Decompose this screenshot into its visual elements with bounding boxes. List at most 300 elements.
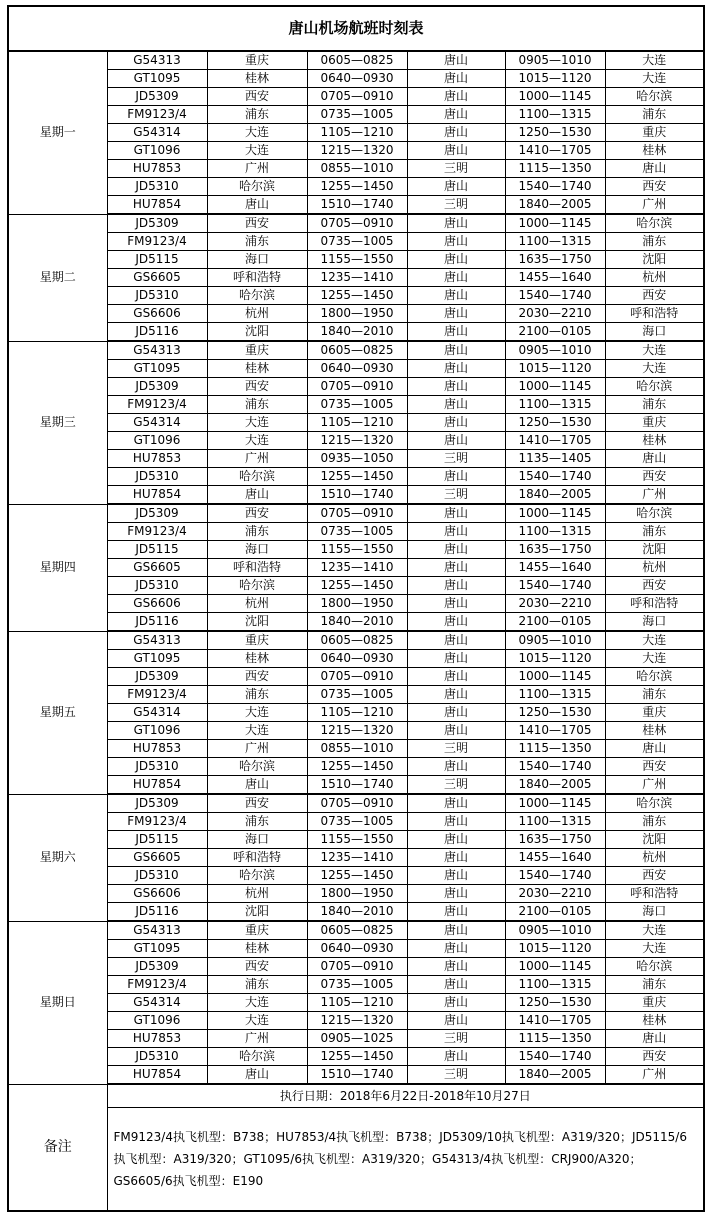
flight-number-cell: GT1096 bbox=[107, 142, 207, 160]
first-leg-time-cell: 0735—1005 bbox=[307, 686, 407, 704]
second-leg-time-cell: 1540—1740 bbox=[505, 577, 605, 595]
stopover-cell: 唐山 bbox=[407, 233, 505, 251]
first-leg-time-cell: 1215—1320 bbox=[307, 1012, 407, 1030]
second-leg-time-cell: 1540—1740 bbox=[505, 287, 605, 305]
first-leg-time-cell: 1155—1550 bbox=[307, 251, 407, 269]
destination-cell: 浦东 bbox=[605, 813, 704, 831]
origin-cell: 唐山 bbox=[207, 1066, 307, 1085]
stopover-cell: 唐山 bbox=[407, 124, 505, 142]
flight-number-cell: HU7853 bbox=[107, 160, 207, 178]
origin-cell: 西安 bbox=[207, 958, 307, 976]
page-title: 唐山机场航班时刻表 bbox=[8, 6, 704, 51]
flight-number-cell: FM9123/4 bbox=[107, 396, 207, 414]
flight-number-cell: JD5309 bbox=[107, 378, 207, 396]
origin-cell: 广州 bbox=[207, 450, 307, 468]
first-leg-time-cell: 1105—1210 bbox=[307, 414, 407, 432]
notes-period-row bbox=[8, 1084, 704, 1108]
second-leg-time-cell: 1540—1740 bbox=[505, 178, 605, 196]
second-leg-time-cell: 2100—0105 bbox=[505, 903, 605, 922]
table-row bbox=[8, 976, 704, 994]
first-leg-time-cell: 1255—1450 bbox=[307, 758, 407, 776]
flight-number-cell: FM9123/4 bbox=[107, 233, 207, 251]
origin-cell: 大连 bbox=[207, 142, 307, 160]
first-leg-time-cell: 0705—0910 bbox=[307, 214, 407, 233]
destination-cell: 唐山 bbox=[605, 740, 704, 758]
second-leg-time-cell: 1840—2005 bbox=[505, 776, 605, 795]
destination-cell: 海口 bbox=[605, 613, 704, 632]
first-leg-time-cell: 1215—1320 bbox=[307, 722, 407, 740]
second-leg-time-cell: 1455—1640 bbox=[505, 849, 605, 867]
table-row bbox=[8, 160, 704, 178]
first-leg-time-cell: 0855—1010 bbox=[307, 160, 407, 178]
table-row bbox=[8, 958, 704, 976]
first-leg-time-cell: 0705—0910 bbox=[307, 378, 407, 396]
stopover-cell: 唐山 bbox=[407, 650, 505, 668]
second-leg-time-cell: 1540—1740 bbox=[505, 867, 605, 885]
table-row bbox=[8, 88, 704, 106]
stopover-cell: 唐山 bbox=[407, 849, 505, 867]
notes-label: 备注 bbox=[8, 1084, 107, 1211]
origin-cell: 西安 bbox=[207, 214, 307, 233]
stopover-cell: 唐山 bbox=[407, 940, 505, 958]
second-leg-time-cell: 1540—1740 bbox=[505, 758, 605, 776]
table-row bbox=[8, 613, 704, 632]
origin-cell: 唐山 bbox=[207, 196, 307, 215]
second-leg-time-cell: 1410—1705 bbox=[505, 722, 605, 740]
second-leg-time-cell: 1840—2005 bbox=[505, 486, 605, 505]
destination-cell: 大连 bbox=[605, 940, 704, 958]
table-row bbox=[8, 51, 704, 70]
table-row bbox=[8, 994, 704, 1012]
destination-cell: 呼和浩特 bbox=[605, 885, 704, 903]
first-leg-time-cell: 1105—1210 bbox=[307, 704, 407, 722]
stopover-cell: 唐山 bbox=[407, 631, 505, 650]
stopover-cell: 唐山 bbox=[407, 867, 505, 885]
flight-number-cell: G54313 bbox=[107, 51, 207, 70]
destination-cell: 大连 bbox=[605, 70, 704, 88]
destination-cell: 海口 bbox=[605, 903, 704, 922]
stopover-cell: 唐山 bbox=[407, 341, 505, 360]
flight-number-cell: JD5310 bbox=[107, 867, 207, 885]
second-leg-time-cell: 1015—1120 bbox=[505, 360, 605, 378]
stopover-cell: 唐山 bbox=[407, 287, 505, 305]
first-leg-time-cell: 0735—1005 bbox=[307, 396, 407, 414]
stopover-cell: 唐山 bbox=[407, 396, 505, 414]
second-leg-time-cell: 1410—1705 bbox=[505, 432, 605, 450]
flight-schedule-sheet bbox=[7, 5, 703, 1212]
second-leg-time-cell: 2030—2210 bbox=[505, 885, 605, 903]
stopover-cell: 唐山 bbox=[407, 686, 505, 704]
origin-cell: 大连 bbox=[207, 994, 307, 1012]
destination-cell: 哈尔滨 bbox=[605, 504, 704, 523]
flight-number-cell: GT1095 bbox=[107, 650, 207, 668]
destination-cell: 呼和浩特 bbox=[605, 305, 704, 323]
destination-cell: 重庆 bbox=[605, 704, 704, 722]
flight-number-cell: JD5309 bbox=[107, 88, 207, 106]
table-row bbox=[8, 432, 704, 450]
flight-number-cell: GT1096 bbox=[107, 432, 207, 450]
first-leg-time-cell: 1255—1450 bbox=[307, 287, 407, 305]
destination-cell: 广州 bbox=[605, 776, 704, 795]
table-row bbox=[8, 831, 704, 849]
flight-number-cell: G54314 bbox=[107, 124, 207, 142]
second-leg-time-cell: 1840—2005 bbox=[505, 1066, 605, 1085]
weekday-label: 星期一 bbox=[8, 51, 107, 214]
second-leg-time-cell: 1015—1120 bbox=[505, 70, 605, 88]
second-leg-time-cell: 1015—1120 bbox=[505, 940, 605, 958]
destination-cell: 重庆 bbox=[605, 124, 704, 142]
second-leg-time-cell: 1115—1350 bbox=[505, 160, 605, 178]
flight-number-cell: GT1095 bbox=[107, 360, 207, 378]
flight-number-cell: JD5309 bbox=[107, 504, 207, 523]
first-leg-time-cell: 0705—0910 bbox=[307, 88, 407, 106]
table-row bbox=[8, 450, 704, 468]
table-row bbox=[8, 686, 704, 704]
flight-number-cell: JD5115 bbox=[107, 251, 207, 269]
destination-cell: 大连 bbox=[605, 341, 704, 360]
flight-number-cell: JD5309 bbox=[107, 214, 207, 233]
table-row bbox=[8, 523, 704, 541]
flight-number-cell: JD5309 bbox=[107, 668, 207, 686]
stopover-cell: 唐山 bbox=[407, 577, 505, 595]
flight-number-cell: FM9123/4 bbox=[107, 523, 207, 541]
flight-number-cell: G54314 bbox=[107, 704, 207, 722]
destination-cell: 浦东 bbox=[605, 686, 704, 704]
first-leg-time-cell: 0735—1005 bbox=[307, 813, 407, 831]
first-leg-time-cell: 1105—1210 bbox=[307, 994, 407, 1012]
table-row bbox=[8, 776, 704, 795]
stopover-cell: 三明 bbox=[407, 1066, 505, 1085]
first-leg-time-cell: 0705—0910 bbox=[307, 958, 407, 976]
stopover-cell: 唐山 bbox=[407, 432, 505, 450]
weekday-label: 星期五 bbox=[8, 631, 107, 794]
flight-number-cell: GT1096 bbox=[107, 1012, 207, 1030]
origin-cell: 沈阳 bbox=[207, 323, 307, 342]
table-row bbox=[8, 504, 704, 523]
flight-number-cell: HU7854 bbox=[107, 486, 207, 505]
flight-number-cell: GT1095 bbox=[107, 70, 207, 88]
table-row bbox=[8, 468, 704, 486]
stopover-cell: 唐山 bbox=[407, 921, 505, 940]
second-leg-time-cell: 1000—1145 bbox=[505, 958, 605, 976]
flight-number-cell: HU7853 bbox=[107, 1030, 207, 1048]
stopover-cell: 唐山 bbox=[407, 1012, 505, 1030]
origin-cell: 哈尔滨 bbox=[207, 577, 307, 595]
second-leg-time-cell: 1135—1405 bbox=[505, 450, 605, 468]
destination-cell: 哈尔滨 bbox=[605, 214, 704, 233]
origin-cell: 重庆 bbox=[207, 51, 307, 70]
origin-cell: 浦东 bbox=[207, 523, 307, 541]
destination-cell: 大连 bbox=[605, 650, 704, 668]
table-row bbox=[8, 305, 704, 323]
second-leg-time-cell: 1100—1315 bbox=[505, 976, 605, 994]
first-leg-time-cell: 1235—1410 bbox=[307, 269, 407, 287]
flight-number-cell: FM9123/4 bbox=[107, 106, 207, 124]
first-leg-time-cell: 1800—1950 bbox=[307, 885, 407, 903]
table-row bbox=[8, 1066, 704, 1085]
destination-cell: 桂林 bbox=[605, 142, 704, 160]
table-row bbox=[8, 142, 704, 160]
destination-cell: 杭州 bbox=[605, 849, 704, 867]
table-row bbox=[8, 794, 704, 813]
origin-cell: 大连 bbox=[207, 432, 307, 450]
second-leg-time-cell: 0905—1010 bbox=[505, 51, 605, 70]
weekday-label: 星期六 bbox=[8, 794, 107, 921]
stopover-cell: 唐山 bbox=[407, 305, 505, 323]
stopover-cell: 唐山 bbox=[407, 323, 505, 342]
table-row bbox=[8, 414, 704, 432]
origin-cell: 广州 bbox=[207, 740, 307, 758]
first-leg-time-cell: 1255—1450 bbox=[307, 178, 407, 196]
origin-cell: 大连 bbox=[207, 1012, 307, 1030]
flight-number-cell: FM9123/4 bbox=[107, 813, 207, 831]
flight-number-cell: G54314 bbox=[107, 994, 207, 1012]
destination-cell: 唐山 bbox=[605, 450, 704, 468]
second-leg-time-cell: 1540—1740 bbox=[505, 468, 605, 486]
origin-cell: 重庆 bbox=[207, 921, 307, 940]
stopover-cell: 唐山 bbox=[407, 559, 505, 577]
stopover-cell: 唐山 bbox=[407, 541, 505, 559]
flight-number-cell: JD5116 bbox=[107, 323, 207, 342]
stopover-cell: 唐山 bbox=[407, 958, 505, 976]
origin-cell: 杭州 bbox=[207, 885, 307, 903]
weekday-label: 星期日 bbox=[8, 921, 107, 1084]
title-row bbox=[8, 6, 704, 51]
table-row bbox=[8, 1012, 704, 1030]
table-row bbox=[8, 541, 704, 559]
origin-cell: 重庆 bbox=[207, 341, 307, 360]
flight-number-cell: HU7853 bbox=[107, 740, 207, 758]
table-row bbox=[8, 722, 704, 740]
first-leg-time-cell: 1215—1320 bbox=[307, 142, 407, 160]
table-row bbox=[8, 396, 704, 414]
table-row bbox=[8, 106, 704, 124]
first-leg-time-cell: 1235—1410 bbox=[307, 559, 407, 577]
destination-cell: 海口 bbox=[605, 323, 704, 342]
origin-cell: 哈尔滨 bbox=[207, 758, 307, 776]
origin-cell: 海口 bbox=[207, 541, 307, 559]
first-leg-time-cell: 1155—1550 bbox=[307, 831, 407, 849]
second-leg-time-cell: 1115—1350 bbox=[505, 740, 605, 758]
origin-cell: 杭州 bbox=[207, 305, 307, 323]
table-row bbox=[8, 559, 704, 577]
stopover-cell: 唐山 bbox=[407, 106, 505, 124]
destination-cell: 浦东 bbox=[605, 976, 704, 994]
origin-cell: 大连 bbox=[207, 722, 307, 740]
stopover-cell: 唐山 bbox=[407, 668, 505, 686]
stopover-cell: 唐山 bbox=[407, 414, 505, 432]
flight-number-cell: JD5309 bbox=[107, 794, 207, 813]
origin-cell: 浦东 bbox=[207, 106, 307, 124]
second-leg-time-cell: 1100—1315 bbox=[505, 106, 605, 124]
origin-cell: 西安 bbox=[207, 504, 307, 523]
flight-number-cell: G54314 bbox=[107, 414, 207, 432]
stopover-cell: 唐山 bbox=[407, 831, 505, 849]
destination-cell: 大连 bbox=[605, 921, 704, 940]
table-row bbox=[8, 1030, 704, 1048]
flight-number-cell: HU7854 bbox=[107, 776, 207, 795]
origin-cell: 广州 bbox=[207, 160, 307, 178]
first-leg-time-cell: 1800—1950 bbox=[307, 305, 407, 323]
destination-cell: 哈尔滨 bbox=[605, 378, 704, 396]
origin-cell: 浦东 bbox=[207, 233, 307, 251]
second-leg-time-cell: 1635—1750 bbox=[505, 251, 605, 269]
weekday-label: 星期四 bbox=[8, 504, 107, 631]
origin-cell: 大连 bbox=[207, 124, 307, 142]
flight-number-cell: G54313 bbox=[107, 341, 207, 360]
origin-cell: 浦东 bbox=[207, 686, 307, 704]
first-leg-time-cell: 1255—1450 bbox=[307, 577, 407, 595]
table-row bbox=[8, 360, 704, 378]
first-leg-time-cell: 0705—0910 bbox=[307, 504, 407, 523]
flight-number-cell: HU7854 bbox=[107, 196, 207, 215]
destination-cell: 大连 bbox=[605, 51, 704, 70]
stopover-cell: 三明 bbox=[407, 776, 505, 795]
origin-cell: 广州 bbox=[207, 1030, 307, 1048]
second-leg-time-cell: 1250—1530 bbox=[505, 704, 605, 722]
stopover-cell: 唐山 bbox=[407, 468, 505, 486]
first-leg-time-cell: 1235—1410 bbox=[307, 849, 407, 867]
stopover-cell: 唐山 bbox=[407, 722, 505, 740]
first-leg-time-cell: 0855—1010 bbox=[307, 740, 407, 758]
origin-cell: 重庆 bbox=[207, 631, 307, 650]
first-leg-time-cell: 1510—1740 bbox=[307, 196, 407, 215]
first-leg-time-cell: 0905—1025 bbox=[307, 1030, 407, 1048]
flight-number-cell: G54313 bbox=[107, 631, 207, 650]
destination-cell: 呼和浩特 bbox=[605, 595, 704, 613]
destination-cell: 桂林 bbox=[605, 722, 704, 740]
origin-cell: 西安 bbox=[207, 668, 307, 686]
stopover-cell: 唐山 bbox=[407, 51, 505, 70]
destination-cell: 杭州 bbox=[605, 269, 704, 287]
flight-number-cell: JD5116 bbox=[107, 903, 207, 922]
first-leg-time-cell: 1105—1210 bbox=[307, 124, 407, 142]
first-leg-time-cell: 1255—1450 bbox=[307, 867, 407, 885]
second-leg-time-cell: 1250—1530 bbox=[505, 994, 605, 1012]
aircraft-type-notes: FM9123/4执飞机型：B738；HU7853/4执飞机型：B738；JD5309/10执飞机型：A319/320；JD5115/6执飞机型：A319/320；GT1095/6执飞机型：A319/320；G54313/4执飞机型：CRJ900/A320；GS6605/6执飞机型：E190 bbox=[107, 1108, 704, 1212]
stopover-cell: 唐山 bbox=[407, 269, 505, 287]
table-row bbox=[8, 903, 704, 922]
first-leg-time-cell: 0935—1050 bbox=[307, 450, 407, 468]
flight-number-cell: GT1096 bbox=[107, 722, 207, 740]
first-leg-time-cell: 0640—0930 bbox=[307, 650, 407, 668]
second-leg-time-cell: 0905—1010 bbox=[505, 631, 605, 650]
table-row bbox=[8, 178, 704, 196]
first-leg-time-cell: 0605—0825 bbox=[307, 341, 407, 360]
second-leg-time-cell: 1455—1640 bbox=[505, 559, 605, 577]
destination-cell: 重庆 bbox=[605, 994, 704, 1012]
destination-cell: 西安 bbox=[605, 287, 704, 305]
stopover-cell: 三明 bbox=[407, 450, 505, 468]
stopover-cell: 唐山 bbox=[407, 595, 505, 613]
stopover-cell: 三明 bbox=[407, 486, 505, 505]
origin-cell: 桂林 bbox=[207, 360, 307, 378]
destination-cell: 沈阳 bbox=[605, 541, 704, 559]
table-row bbox=[8, 251, 704, 269]
destination-cell: 广州 bbox=[605, 486, 704, 505]
table-row bbox=[8, 70, 704, 88]
origin-cell: 海口 bbox=[207, 831, 307, 849]
first-leg-time-cell: 0640—0930 bbox=[307, 360, 407, 378]
second-leg-time-cell: 1100—1315 bbox=[505, 813, 605, 831]
flight-number-cell: GS6605 bbox=[107, 849, 207, 867]
table-row bbox=[8, 269, 704, 287]
origin-cell: 哈尔滨 bbox=[207, 1048, 307, 1066]
flight-number-cell: GS6605 bbox=[107, 269, 207, 287]
destination-cell: 重庆 bbox=[605, 414, 704, 432]
stopover-cell: 唐山 bbox=[407, 523, 505, 541]
table-row bbox=[8, 577, 704, 595]
destination-cell: 西安 bbox=[605, 867, 704, 885]
origin-cell: 沈阳 bbox=[207, 903, 307, 922]
flight-number-cell: GT1095 bbox=[107, 940, 207, 958]
origin-cell: 沈阳 bbox=[207, 613, 307, 632]
first-leg-time-cell: 0640—0930 bbox=[307, 70, 407, 88]
second-leg-time-cell: 1840—2005 bbox=[505, 196, 605, 215]
flight-number-cell: JD5310 bbox=[107, 468, 207, 486]
second-leg-time-cell: 1000—1145 bbox=[505, 668, 605, 686]
table-row bbox=[8, 196, 704, 215]
origin-cell: 哈尔滨 bbox=[207, 468, 307, 486]
table-row bbox=[8, 849, 704, 867]
origin-cell: 哈尔滨 bbox=[207, 867, 307, 885]
second-leg-time-cell: 2100—0105 bbox=[505, 613, 605, 632]
stopover-cell: 三明 bbox=[407, 196, 505, 215]
origin-cell: 海口 bbox=[207, 251, 307, 269]
second-leg-time-cell: 1250—1530 bbox=[505, 124, 605, 142]
table-row bbox=[8, 631, 704, 650]
second-leg-time-cell: 1115—1350 bbox=[505, 1030, 605, 1048]
second-leg-time-cell: 2030—2210 bbox=[505, 305, 605, 323]
first-leg-time-cell: 1510—1740 bbox=[307, 1066, 407, 1085]
stopover-cell: 唐山 bbox=[407, 794, 505, 813]
table-row bbox=[8, 486, 704, 505]
destination-cell: 沈阳 bbox=[605, 251, 704, 269]
origin-cell: 呼和浩特 bbox=[207, 559, 307, 577]
destination-cell: 唐山 bbox=[605, 1030, 704, 1048]
first-leg-time-cell: 1510—1740 bbox=[307, 486, 407, 505]
stopover-cell: 唐山 bbox=[407, 88, 505, 106]
second-leg-time-cell: 1250—1530 bbox=[505, 414, 605, 432]
table-row bbox=[8, 704, 704, 722]
destination-cell: 浦东 bbox=[605, 106, 704, 124]
table-row bbox=[8, 885, 704, 903]
destination-cell: 西安 bbox=[605, 758, 704, 776]
flight-number-cell: GS6605 bbox=[107, 559, 207, 577]
stopover-cell: 唐山 bbox=[407, 378, 505, 396]
origin-cell: 西安 bbox=[207, 88, 307, 106]
second-leg-time-cell: 0905—1010 bbox=[505, 921, 605, 940]
second-leg-time-cell: 1540—1740 bbox=[505, 1048, 605, 1066]
origin-cell: 杭州 bbox=[207, 595, 307, 613]
origin-cell: 浦东 bbox=[207, 813, 307, 831]
stopover-cell: 唐山 bbox=[407, 758, 505, 776]
destination-cell: 广州 bbox=[605, 196, 704, 215]
second-leg-time-cell: 1455—1640 bbox=[505, 269, 605, 287]
first-leg-time-cell: 0705—0910 bbox=[307, 794, 407, 813]
second-leg-time-cell: 0905—1010 bbox=[505, 341, 605, 360]
destination-cell: 西安 bbox=[605, 468, 704, 486]
first-leg-time-cell: 0640—0930 bbox=[307, 940, 407, 958]
table-row bbox=[8, 668, 704, 686]
destination-cell: 浦东 bbox=[605, 396, 704, 414]
flight-number-cell: GS6606 bbox=[107, 305, 207, 323]
table-row bbox=[8, 867, 704, 885]
destination-cell: 哈尔滨 bbox=[605, 958, 704, 976]
first-leg-time-cell: 0705—0910 bbox=[307, 668, 407, 686]
stopover-cell: 三明 bbox=[407, 1030, 505, 1048]
flight-number-cell: JD5310 bbox=[107, 758, 207, 776]
